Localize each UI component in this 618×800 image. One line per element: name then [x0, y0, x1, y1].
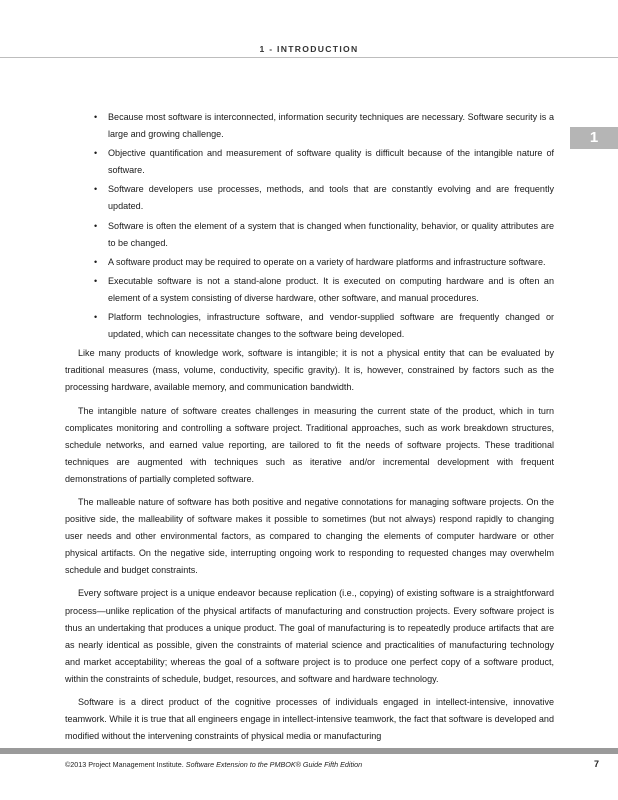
list-item [65, 273, 554, 307]
running-head: 1 - INTRODUCTION [259, 44, 359, 54]
bullet-icon: • [94, 256, 98, 267]
list-item-text: Because most software is interconnected, information security techniques are necessary. Software security is a large and growing challenge. [108, 112, 554, 140]
paragraph: The malleable nature of software has both positive and negative connotations for managing software projects. On the positive side, the malleability of software makes it possible to sometimes (but not always) respond rapidly to changing user needs and other environmental factors, as compared to changing the elements of computer hardware or other physical artifacts. On the negative side, interrupting ongoing work to responding to requested changes may overwhelm schedule and budget constraints. [65, 496, 554, 576]
footer-citation [65, 760, 362, 769]
list-item-text: Software developers use processes, methods, and tools that are constantly evolving and are frequently updated. [108, 184, 554, 212]
list-item [65, 109, 554, 143]
bullet-icon: • [94, 312, 98, 323]
list-item [65, 145, 554, 179]
footer-divider [0, 748, 618, 754]
paragraph: Software is a direct product of the cognitive processes of individuals engaged in intellect-intensive, innovative teamwork. While it is true that all engineers engage in intellect-intensive teamwork, the fact that software is developed and modified without the intervening constraints of physical media or manufacturing [65, 697, 554, 742]
bullet-icon: • [94, 275, 98, 286]
bullet-icon: • [94, 112, 98, 122]
list-item-text: Platform technologies, infrastructure software, and vendor-supplied software are frequently changed or updated, which can necessitate changes to the software being developed. [108, 312, 554, 340]
paragraph: Every software project is a unique endeavor because replication (i.e., copying) of existing software is a straightforward process—unlike replication of the physical artifacts of manufacturing and construction projects. Every software project is thus an undertaking that produces a unique product. The goal of manufacturing is to repeatedly produce artifacts that are as nearly identical as possible, given the constraints of material science and practicalities of manufacturing technology and market acceptability; whereas the goal of a software project is to produce one perfect copy of a software product, within the constraints of schedule, budget, resources, and software and hardware technology. [65, 588, 554, 684]
footer-book-title: Software Extension to the PMBOK® Guide Fifth Edition [185, 760, 363, 769]
bullet-icon: • [94, 184, 98, 195]
list-item [65, 309, 554, 343]
list-item [65, 254, 554, 271]
footer-copyright: ©2013 Project Management Institute. [65, 760, 184, 769]
list-item-text: A software product may be required to operate on a variety of hardware platforms and infrastructure software. [108, 256, 546, 267]
header-divider [0, 57, 618, 58]
page-body [65, 109, 554, 751]
list-item-text: Software is often the element of a system that is changed when functionality, behavior, or quality attributes are to be changed. [108, 220, 554, 248]
paragraph: Like many products of knowledge work, software is intangible; it is not a physical entity that can be evaluated by traditional measures (mass, volume, conductivity, specific gravity). It is, however, constrained by factors such as the processing hardware, available memory, and communication bandwidth. [65, 348, 554, 393]
bullet-icon: • [94, 148, 98, 159]
bullet-list [65, 109, 554, 343]
chapter-tab: 1 [570, 127, 618, 149]
list-item [65, 181, 554, 215]
list-item-text: Executable software is not a stand-alone product. It is executed on computing hardware and is often an element of a system consisting of diverse hardware, other software, and manual procedures. [108, 275, 554, 303]
bullet-icon: • [94, 220, 98, 231]
paragraph: The intangible nature of software creates challenges in measuring the current state of the product, which in turn complicates monitoring and controlling a software project. Traditional approaches, such as work breakdown structures, schedule networks, and earned value reporting, are tailored to fit the needs of software projects. These traditional techniques are augmented with techniques such as iterative and/or incremental development with frequent demonstrations of partially completed software. [65, 405, 554, 484]
list-item [65, 218, 554, 252]
list-item-text: Objective quantification and measurement of software quality is difficult because of the intangible nature of software. [108, 148, 554, 176]
page-number: 7 [593, 759, 599, 769]
